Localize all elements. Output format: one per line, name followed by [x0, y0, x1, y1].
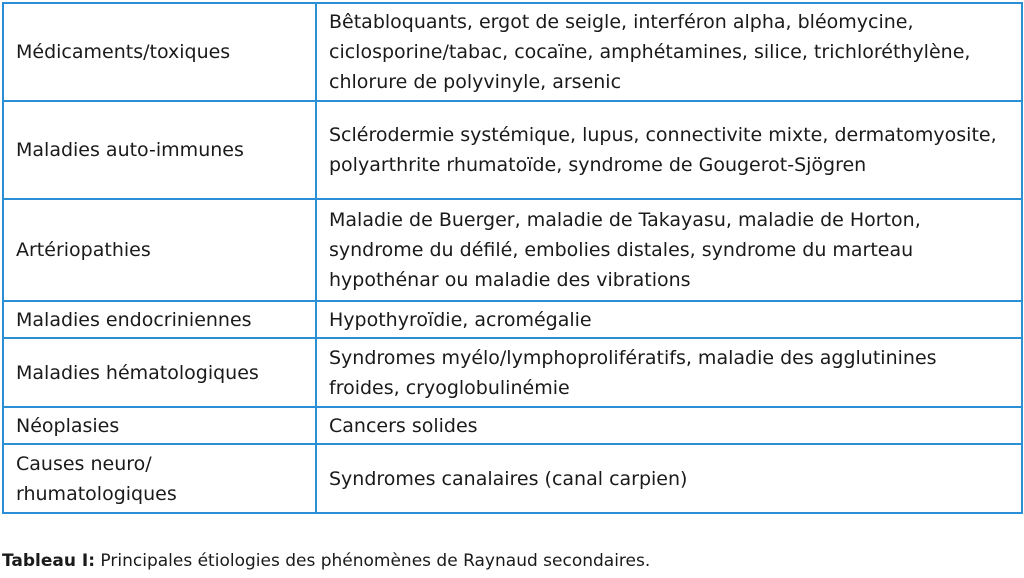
caption-text: Principales étiologies des phénomènes de Raynaud secondaires.: [95, 551, 651, 571]
causes-cell: Cancers solides: [316, 407, 1022, 444]
table-row: [3, 101, 1022, 199]
causes-cell: Bêtabloquants, ergot de seigle, interféron alpha, bléomycine, ciclosporine/tabac, cocaïne, amphétamines, silice, trichloréthylène, chlorure de polyvinyle, arsenic: [316, 3, 1022, 101]
table-row: [3, 338, 1022, 407]
table-row: [3, 444, 1022, 513]
table-caption: [2, 550, 650, 572]
causes-cell: Syndromes myélo/lymphoprolifératifs, maladie des agglutinines froides, cryoglobulinémie: [316, 338, 1022, 407]
etiologies-table: [2, 2, 1023, 514]
causes-cell: Maladie de Buerger, maladie de Takayasu, maladie de Horton, syndrome du défilé, embolies distales, syndrome du marteau hypothénar ou maladie des vibrations: [316, 199, 1022, 301]
category-cell: Médicaments/toxiques: [3, 3, 316, 101]
category-cell: Maladies auto-immunes: [3, 101, 316, 199]
table-row: [3, 199, 1022, 301]
category-cell: Artériopathies: [3, 199, 316, 301]
causes-cell: Hypothyroïdie, acromégalie: [316, 301, 1022, 338]
etiologies-table-container: [2, 2, 1021, 514]
table-row: [3, 301, 1022, 338]
category-cell: Néoplasies: [3, 407, 316, 444]
causes-cell: Syndromes canalaires (canal carpien): [316, 444, 1022, 513]
caption-label: Tableau I:: [2, 551, 96, 571]
causes-cell: Sclérodermie systémique, lupus, connectivite mixte, dermatomyosite, polyarthrite rhumatoïde, syndrome de Gougerot-Sjögren: [316, 101, 1022, 199]
category-cell: Maladies endocriniennes: [3, 301, 316, 338]
table-row: [3, 407, 1022, 444]
category-cell: Causes neuro/ rhumatologiques: [3, 444, 316, 513]
table-row: [3, 3, 1022, 101]
category-cell: Maladies hématologiques: [3, 338, 316, 407]
